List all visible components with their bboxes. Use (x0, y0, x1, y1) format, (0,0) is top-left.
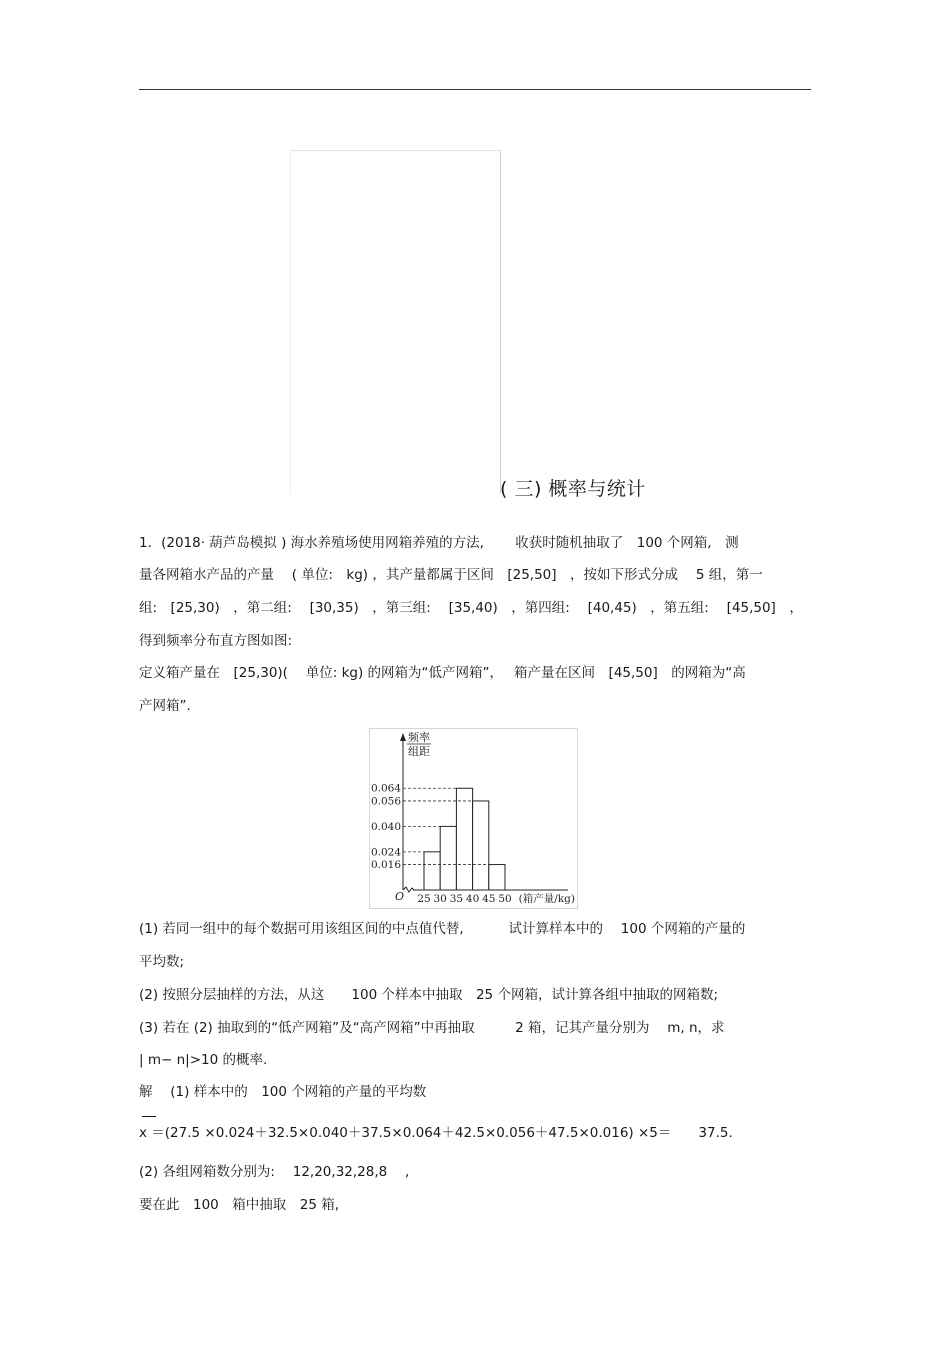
histogram-bar (456, 788, 472, 890)
y-label-bottom: 组距 (408, 745, 430, 758)
histogram-bar (473, 801, 489, 890)
x-tick-label: 50 (498, 893, 512, 905)
blank-image-area (290, 150, 501, 493)
problem-line-2: 量各网箱水产品的产量 ( 单位: kg) ，其产量都属于区间 [25,50] ，按如下形式分成 5 组，第一 (139, 567, 763, 583)
y-tick-label: 0.056 (370, 795, 401, 808)
section-title: ( 三) 概率与统计 (500, 478, 646, 500)
histogram-svg (370, 729, 577, 908)
question-3-line-2: | m− n|>10 的概率. (139, 1052, 268, 1068)
problem-line-6: 产网箱”． (139, 698, 200, 714)
y-tick-label: 0.040 (370, 820, 401, 833)
histogram-figure (369, 728, 578, 909)
question-2: (2) 按照分层抽样的方法，从这 100 个样本中抽取 25 个网箱，试计算各组中抽取的网箱数; (139, 987, 718, 1003)
solution-line-1: 解 (1) 样本中的 100 个网箱的产量的平均数 (139, 1084, 427, 1100)
histogram-bar (440, 826, 456, 890)
x-tick-label: 45 (482, 893, 496, 905)
problem-line-4: 得到频率分布直方图如图: (139, 633, 293, 649)
y-tick-label: 0.024 (370, 846, 401, 859)
y-tick-label: 0.064 (370, 782, 401, 795)
solution-line-4: 要在此 100 箱中抽取 25 箱, (139, 1197, 340, 1213)
y-axis-arrow (400, 733, 406, 741)
y-label-top: 频率 (408, 731, 430, 744)
histogram-bar (489, 865, 505, 890)
x-tick-label: 25 (417, 893, 431, 905)
x-tick-label: 30 (433, 893, 447, 905)
header-rule (139, 89, 811, 90)
question-1-line-2: 平均数; (139, 954, 185, 970)
problem-line-1: 1．(2018· 葫芦岛模拟 ) 海水养殖场使用网箱养殖的方法, 收获时随机抽取了 100 个网箱, 测 (139, 535, 739, 551)
question-1-line-1: (1) 若同一组中的每个数据可用该组区间的中点值代替, 试计算样本中的 100 个网箱的产量的 (139, 921, 746, 937)
x-axis-label: (箱产量/kg) (518, 893, 575, 905)
y-tick-label: 0.016 (370, 859, 401, 872)
origin-label: O (395, 890, 405, 903)
axis-break-mark (403, 887, 414, 892)
x-tick-label: 40 (465, 893, 480, 905)
question-3-line-1: (3) 若在 (2) 抽取到的“低产网箱”及“高产网箱”中再抽取 2 箱，记其产量分别为 m, n，求 (139, 1020, 725, 1036)
histogram-bar (424, 852, 440, 890)
x-tick-label: 35 (449, 893, 464, 905)
problem-line-3: 组: [25,30) ，第二组: [30,35) ，第三组: [35,40) ，第四组: [40,45) ，第五组: [45,50] ， (139, 600, 803, 616)
mean-bar (142, 1116, 156, 1117)
solution-line-3: (2) 各组网箱数分别为: 12,20,32,28,8 , (139, 1164, 410, 1180)
solution-formula: x ＝(27.5 ×0.024＋32.5×0.040＋37.5×0.064＋42.5×0.056＋47.5×0.016) ×5＝ 37.5. (139, 1125, 733, 1141)
problem-line-5: 定义箱产量在 [25,30)( 单位: kg) 的网箱为“低产网箱”， 箱产量在区间 [45,50] 的网箱为“高 (139, 665, 746, 681)
